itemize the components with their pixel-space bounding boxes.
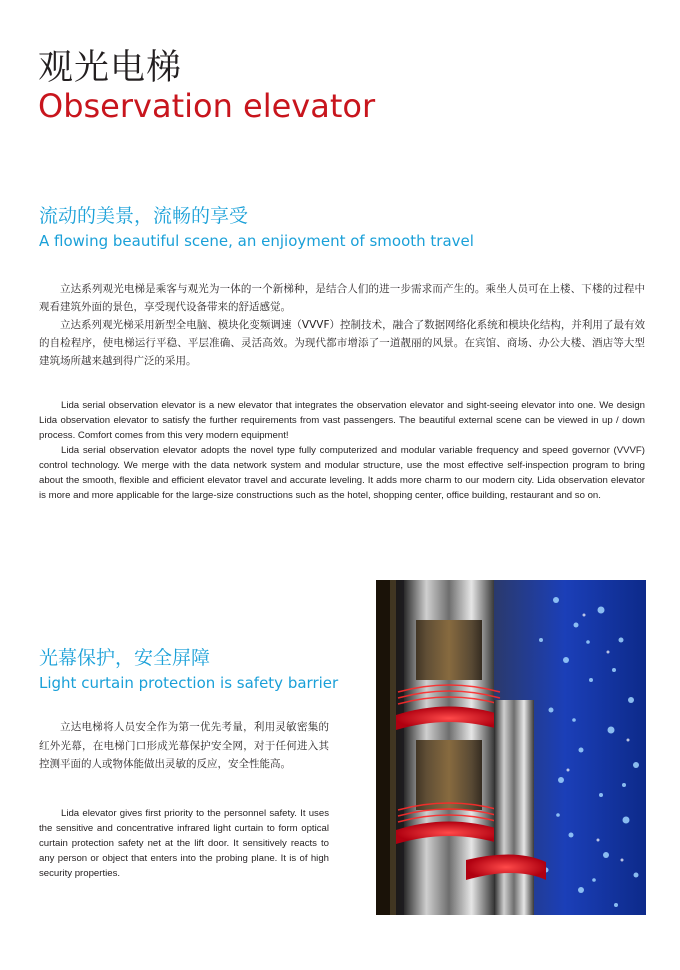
page-title-cn: 观光电梯 (38, 48, 183, 88)
section1-body-cn (39, 280, 645, 370)
section2-paragraph-cn: 立达电梯将人员安全作为第一优先考量，利用灵敏密集的红外光幕，在电梯门口形成光幕保护安全网，对于任何进入其控测平面的人或物体能做出灵敏的反应，安全性能高。 (39, 721, 329, 770)
elevator-illustration (376, 580, 646, 915)
section1-body-en (39, 398, 645, 503)
observation-elevator-photo (376, 580, 646, 915)
section1-paragraph-en-2: Lida serial observation elevator adopts the novel type fully computerized and modular variable frequency and speed governor (VVVF) control technology. We merge with the data network system and modular structure, use the most effective self-inspection program to bring about the smooth, flexible and efficient elevator travel and accurate leveling. It adds more charm to our modern city. Lida observation elevator is more and more applicable for the large-size constructions such as the hotel, shopping center, office building, restaurant and so on. (39, 445, 645, 501)
section2-body-cn (39, 718, 329, 774)
section2-body-en (39, 806, 329, 881)
section2-heading-en: Light curtain protection is safety barrier (39, 674, 339, 692)
section1-paragraph-cn-1: 立达系列观光电梯是乘客与观光为一体的一个新梯种，是结合人们的进一步需求而产生的。乘坐人员可在上楼、下楼的过程中观看建筑外面的景色，享受现代设备带来的舒适感觉。 (39, 283, 645, 313)
section2-paragraph-en: Lida elevator gives first priority to the personnel safety. It uses the sensitive and concentrative infrared light curtain to form optical curtain protection safety net at the lift door. It sensitively reacts to any person or object that enters into the probing plane. It is of high security properties. (39, 808, 329, 879)
section1-heading-cn: 流动的美景，流畅的享受 (39, 205, 249, 227)
section1-paragraph-cn-2: 立达系列观光梯采用新型全电脑、模块化变频调速（VVVF）控制技术，融合了数据网络化系统和模块化结构，并利用了最有效的自检程序，使电梯运行平稳、平层准确、灵活高效。为现代都市增添了一道靓丽的风景。在宾馆、商场、办公大楼、酒店等大型建筑场所越来越到得广泛的采用。 (39, 319, 645, 367)
section1-heading-en: A flowing beautiful scene, an enjioyment of smooth travel (39, 232, 474, 250)
page-title-en: Observation elevator (38, 87, 376, 125)
section1-paragraph-en-1: Lida serial observation elevator is a new elevator that integrates the observation elevator and sight-seeing elevator into one. We design Lida observation elevator to satisfy the further requirements from vast passengers. The beautiful external scene can be viewed in up / down process. Comfort comes from this very modern equipment! (39, 400, 645, 441)
section2-heading-cn: 光幕保护，安全屏障 (39, 647, 211, 669)
